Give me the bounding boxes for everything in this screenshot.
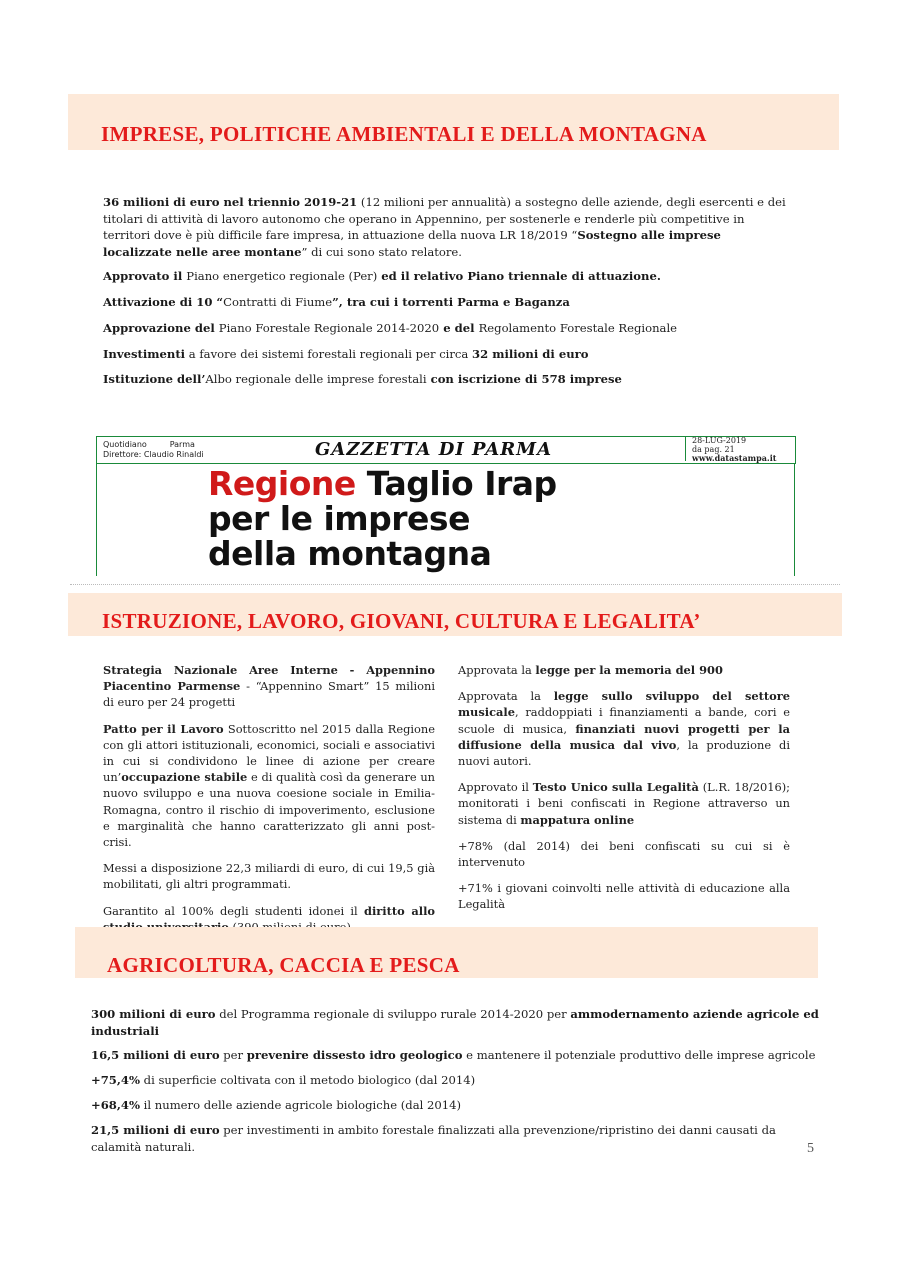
body-text: , la produzione di nuovi autori. [458,737,790,769]
imprese-paragraph [103,320,793,337]
istruzione-right-paragraph [458,688,790,769]
divider [70,584,840,585]
section-band-agricoltura [75,927,818,978]
body-text: il numero delle aziende agricole biologiche (dal 2014) [139,1098,462,1112]
body-text: Garantito al 100% degli studenti idonei il [103,903,364,918]
headline-line-1: Taglio Irap [355,464,557,503]
istruzione-right-paragraph [458,838,790,870]
bold-text: 32 milioni di euro [472,347,589,361]
bold-text: con iscrizione di 578 imprese [426,372,622,386]
bold-text: Attivazione di 10 “ [103,295,224,309]
bold-text: e del [439,321,479,335]
bold-text: Approvazione del [103,321,219,335]
bold-text: +75,4% [91,1073,140,1087]
clipping-header [96,436,796,464]
bold-text: +68,4% [91,1098,140,1112]
bold-text: finanziati nuovi progetti per la diffusione della musica dal vivo [458,721,790,752]
headline-line-3: della montagna [208,534,492,573]
body-text: Approvato il [458,780,533,795]
imprese-paragraph [103,294,793,311]
agricoltura-paragraph [91,1097,821,1114]
bold-text: diritto allo [363,903,436,918]
istruzione-right-paragraph [458,880,790,912]
bold-text: 21,5 milioni di euro [91,1123,220,1137]
body-text: Albo regionale delle imprese forestali [205,372,427,386]
bold-text: legge sullo sviluppo del settore musicale [458,689,790,720]
istruzione-right-paragraph [458,662,790,678]
body-text: per [219,1048,247,1062]
body-text: ” di cui sono stato relatore. [301,244,462,259]
clipping-frame-right [794,464,795,576]
bold-text: mappatura online [520,812,635,827]
imprese-paragraph [103,194,793,260]
istruzione-right-paragraph [458,779,790,828]
bold-text: Testo Unico sulla Legalità [532,780,699,795]
clipping-director: Direttore: Claudio Rinaldi [103,450,204,459]
clipping-frame-left [96,464,97,576]
body-text: +71% i giovani coinvolti nelle attività di educazione alla Legalità [458,881,790,912]
imprese-paragraph [103,371,793,388]
body-text: Approvata la [458,663,536,677]
body-text: +78% (dal 2014) dei beni confiscati su cui si è intervenuto [458,838,790,870]
body-text: e mantenere il potenziale produttivo delle imprese agricole [462,1048,816,1062]
agricoltura-paragraph [91,1072,821,1089]
istruzione-left-paragraph [103,721,435,851]
bold-text: legge per la memoria del 900 [535,663,723,677]
clipping-site: www.datastampa.it [692,453,777,463]
body-text: Messi a disposizione 22,3 miliardi di euro, di cui 19,5 già mobilitati, gli altri programmati. [103,861,435,892]
body-text: per investimenti in ambito forestale finalizzati alla prevenzione/ripristino dei danni causati da calamità naturali. [91,1123,776,1154]
bold-text: 300 milioni di euro [91,1007,216,1021]
body-text: Piano energetico regionale (Per) [186,269,378,283]
clipping-page: da pag. 21 [692,444,735,454]
clipping-city: Parma [169,440,195,449]
agricoltura-paragraph [91,1047,821,1064]
section-band-istruzione [68,593,842,636]
clipping-meta-right [685,437,791,461]
page-number: 5 [807,1141,814,1156]
bold-text: Strategia Nazionale Aree Interne - Appennino Piacentino Parmense [103,663,435,694]
headline-line-2: per le imprese [208,499,470,538]
istruzione-left-column [103,662,435,945]
body-text: Regolamento Forestale Regionale [478,321,678,335]
body-text: Contratti di Fiume [223,295,333,309]
agricoltura-paragraph [91,1122,821,1155]
section-band-imprese [68,94,839,150]
body-text: a favore dei sistemi forestali regionali per circa [185,347,473,361]
clipping-meta-left [103,440,204,460]
body-text: Sottoscritto nel 2015 dalla Regione con gli attori istituzionali, economici, sociali e associativi in cui si condividono le linee di azione per creare un’ [103,721,435,785]
body-text: Piano Forestale Regionale 2014-2020 [218,321,440,335]
section-title-istruzione: ISTRUZIONE, LAVORO, GIOVANI, CULTURA E LEGALITA’ [102,609,701,633]
body-text: - “Appennino Smart” 15 milioni di euro per 24 progetti [103,679,435,710]
bold-text: occupazione stabile [121,770,248,785]
body-text: del Programma regionale di sviluppo rurale 2014-2020 per [215,1007,571,1021]
body-text: (L.R. 18/2016); monitorati i beni confiscati in Regione attraverso un sistema di [458,780,790,827]
body-text: (12 milioni per annualità) a sostegno delle aziende, degli esercenti e dei titolari di attività di lavoro autonomo che operano in Appennino, per sostenerle e renderle più competitive in territori dove è più difficile fare impresa, in attuazione della nuova LR 18/2019 “ [103,195,786,242]
imprese-paragraph [103,346,793,363]
bold-text: Approvato il [103,269,187,283]
bold-text: Istituzione dell’ [103,372,206,386]
body-text: e di qualità così da generare un nuovo sviluppo e una nuova coesione sociale in Emilia-Romagna, contro il rischio di impoverimento, esclusione e marginalità che hanno caratterizzato gli anni post-crisi. [103,770,436,850]
clipping-date: 28-LUG-2019 [692,436,747,445]
body-text: Approvata la [458,689,554,704]
section-title-imprese: IMPRESE, POLITICHE AMBIENTALI E DELLA MONTAGNA [101,122,707,146]
newspaper-clipping [96,436,796,576]
section-title-agricoltura: AGRICOLTURA, CACCIA E PESCA [107,953,460,977]
bold-text: Patto per il Lavoro [103,721,224,736]
clipping-type: Quotidiano [103,440,147,449]
headline-red-word: Regione [208,464,356,503]
clipping-paper-name: GAZZETTA DI PARMA [315,439,553,460]
bold-text: ed il relativo Piano triennale di attuazione. [377,269,661,283]
istruzione-right-column [458,662,790,923]
istruzione-left-paragraph [103,662,435,711]
imprese-paragraph [103,268,793,285]
bold-text: prevenire dissesto idro geologico [246,1048,463,1062]
bold-text: 16,5 milioni di euro [91,1048,220,1062]
body-text: di superficie coltivata con il metodo biologico (dal 2014) [139,1073,476,1087]
clipping-headline [208,466,557,571]
bold-text: ”, tra cui i torrenti Parma e Baganza [332,295,570,309]
bold-text: 36 milioni di euro nel triennio 2019-21 [103,195,358,209]
agricoltura-paragraph [91,1006,821,1039]
bold-text: Sostegno alle imprese localizzate nelle aree montane [103,228,721,259]
istruzione-left-paragraph [103,860,435,892]
body-text: , raddoppiati i finanziamenti a bande, cori e scuole di musica, [458,705,790,736]
bold-text: ammodernamento aziende agricole ed industriali [91,1007,819,1038]
bold-text: Investimenti [103,347,186,361]
